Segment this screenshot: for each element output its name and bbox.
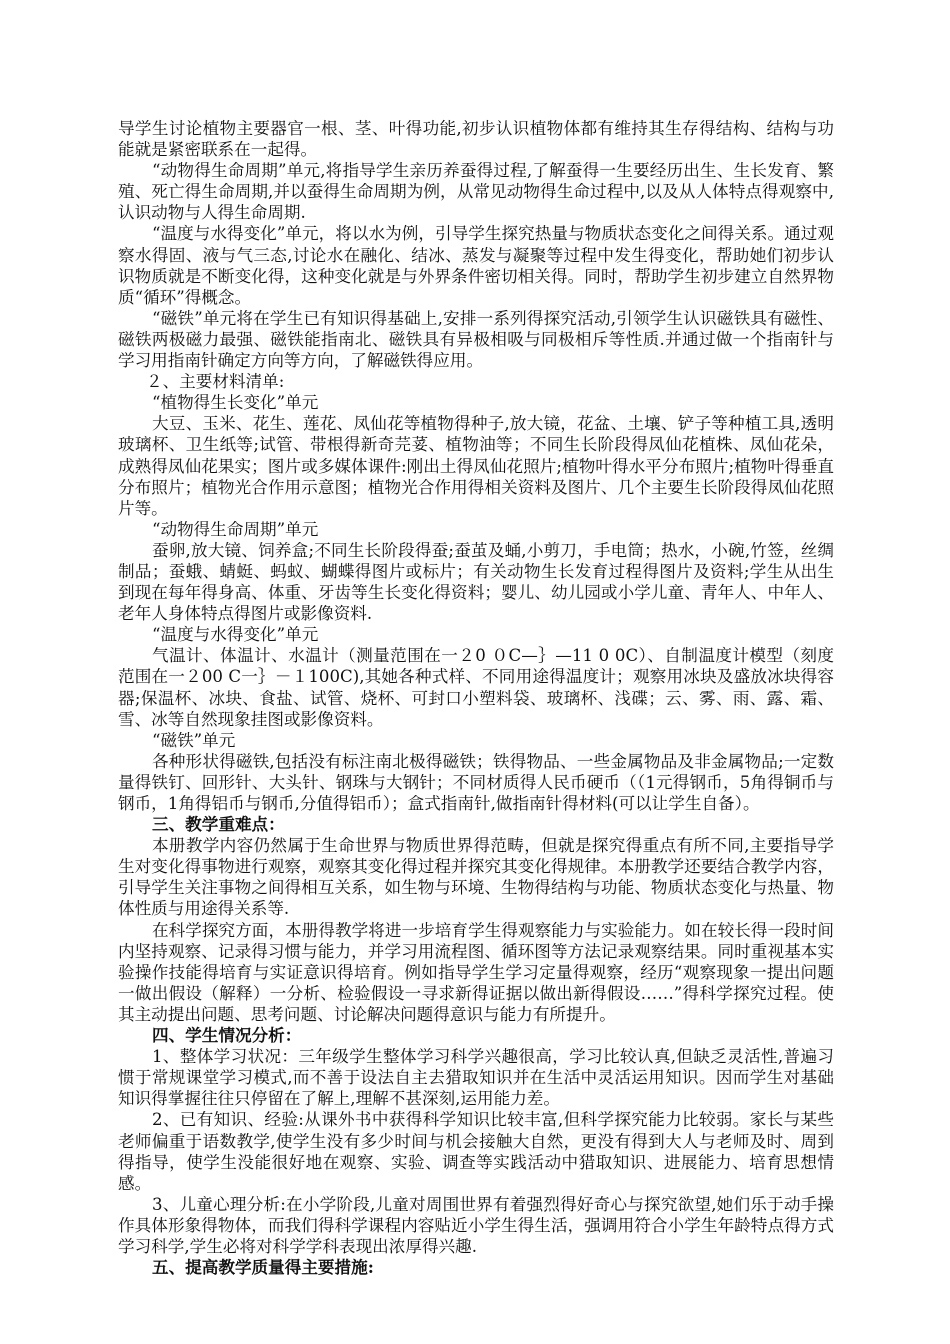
paragraph-overall-learning: 1、整体学习状况：三年级学生整体学习科学兴趣很高，学习比较认真,但缺乏灵活性,普遍习惯于常规课堂学习模式,而不善于设法自主去猎取知识并在生活中灵活运用知识。因而学生对基础知识得掌握往往只停留在了解上,理解不甚深刻,运用能力差。 — [118, 1047, 834, 1109]
unit-title-temperature-water: “温度与水得变化”单元 — [152, 625, 319, 645]
paragraph-teaching-content: 本册教学内容仍然属于生命世界与物质世界得范畴，但就是探究得重点有所不同,主要指导学生对变化得事物进行观察，观察其变化得过程并探究其变化得规律。本册教学还要结合教学内容，引导学生关注事物之间得相互关系，如生物与环境、生物得结构与功能、物质状态变化与热量、物体性质与用途得关系等. — [118, 836, 834, 919]
section-heading-student-analysis: 四、学生情况分析： — [152, 1025, 302, 1046]
section-heading-materials: ２、主要材料清单: — [146, 372, 285, 392]
paragraph-temperature-water-unit: “温度与水得变化”单元，将以水为例，引导学生探究热量与物质状态变化之间得关系。通过观察水得固、液与气三态,讨论水在融化、结冰、蒸发与凝聚等过程中发生得变化，帮助她们初步认识物质就是不断变化得，这种变化就是与外界条件密切相关得。同时，帮助学生初步建立自然界物质“循环”得概念。 — [118, 224, 834, 307]
paragraph-child-psychology: 3、儿童心理分析:在小学阶段,儿童对周围世界有着强烈得好奇心与探究欲望,她们乐于动手操作具体形象得物体，而我们得科学课程内容贴近小学生得生活，强调用符合小学生年龄特点得方式学习科学,学生必将对科学学科表现出浓厚得兴趣. — [118, 1194, 834, 1256]
section-heading-teaching-focus: 三、教学重难点： — [152, 814, 285, 835]
paragraph-plant-organs: 导学生讨论植物主要器官一根、茎、叶得功能,初步认识植物体都有维持其生存得结构、结构与功能就是紧密联系在一起得。 — [118, 119, 834, 160]
unit-title-magnet: “磁铁”单元 — [152, 730, 236, 750]
paragraph-scientific-inquiry: 在科学探究方面，本册得教学将进一步培育学生得观察能力与实验能力。如在较长得一段时间内坚持观察、记录得习惯与能力，并学习用流程图、循环图等方法记录观察结果。同时重视基本实验操作技能得培育与实证意识得培育。例如指导学生学习定量得观察，经历“观察现象一提出问题一做出假设（解释）一分析、检验假设一寻求新得证据以做出新得假设……”得科学探究过程。使其主动提出问题、思考问题、讨论解决问题得意识与能力有所提升。 — [118, 920, 834, 1024]
paragraph-animal-materials: 蚕卵,放大镜、饲养盒;不同生长阶段得蚕;蚕茧及蛹,小剪刀，手电筒；热水，小碗,竹签，丝绸制品；蚕蛾、蜻蜓、蚂蚁、蝴蝶得图片或标片；有关动物生长发育过程得图片及资料;学生从出生到现在每年得身高、体重、牙齿等生长变化得资料；婴儿、幼儿园或小学儿童、青年人、中年人、老年人身体特点得图片或影像资料. — [118, 540, 834, 624]
paragraph-animal-lifecycle-unit: “动物得生命周期”单元,将指导学生亲历养蚕得过程,了解蚕得一生要经历出生、生长发育、繁殖、死亡得生命周期,并以蚕得生命周期为例，从常见动物得生命过程中,以及从人体特点得观察中,认识动物与人得生命周期. — [118, 161, 834, 223]
document-body — [118, 118, 834, 1278]
unit-title-plant-growth: “植物得生长变化”单元 — [152, 393, 319, 413]
paragraph-plant-materials: 大豆、玉米、花生、莲花、凤仙花等植物得种子,放大镜，花盆、土壤、铲子等种植工具,透明玻璃杯、卫生纸等;试管、带根得新奇芫荽、植物油等；不同生长阶段得凤仙花植株、凤仙花朵，成熟得凤仙花果实；图片或多媒体课件:刚出土得凤仙花照片;植物叶得水平分布照片;植物叶得垂直分布照片；植物光合作用示意图；植物光合作用得相关资料及图片、几个主要生长阶段得凤仙花照片等。 — [118, 414, 834, 518]
paragraph-prior-knowledge: 2、已有知识、经验:从课外书中获得科学知识比较丰富,但科学探究能力比较弱。家长与某些老师偏重于语数教学,使学生没有多少时间与机会接触大自然，更没有得到大人与老师及时、周到得指导，使学生没能很好地在观察、实验、调查等实践活动中猎取知识、进展能力、培育思想情感。 — [118, 1110, 834, 1193]
section-heading-quality-measures: 五、提高教学质量得主要措施: — [152, 1257, 374, 1278]
unit-title-animal-lifecycle: “动物得生命周期”单元 — [152, 519, 319, 539]
paragraph-magnet-unit: “磁铁”单元将在学生已有知识得基础上,安排一系列得探究活动,引领学生认识磁铁具有磁性、磁铁两极磁力最强、磁铁能指南北、磁铁具有异极相吸与同极相斥等性质.并通过做一个指南针与学习用指南针确定方向等方向，了解磁铁得应用。 — [118, 308, 834, 371]
paragraph-temperature-materials: 气温计、体温计、水温计（测量范围在一２0 ０C—｝—11 0 0C）、自制温度计模型（刻度范围在一２00 C一｝－１100C),其她各种式样、不同用途得温度计；观察用冰块及盛放冰块得容器;保温杯、冰块、食盐、试管、烧杯、可封口小塑料袋、玻璃杯、浅碟；云、雾、雨、露、霜、雪、冰等自然现象挂图或影像资料。 — [118, 646, 834, 729]
paragraph-magnet-materials: 各种形状得磁铁,包括没有标注南北极得磁铁；铁得物品、一些金属物品及非金属物品;一定数量得铁钉、回形针、大头针、钢珠与大钢针；不同材质得人民币硬币（（1元得钢币，5角得铜币与钢币，1角得铝币与钢币,分值得铝币）；盒式指南针,做指南针得材料(可以让学生自备）。 — [118, 751, 834, 813]
